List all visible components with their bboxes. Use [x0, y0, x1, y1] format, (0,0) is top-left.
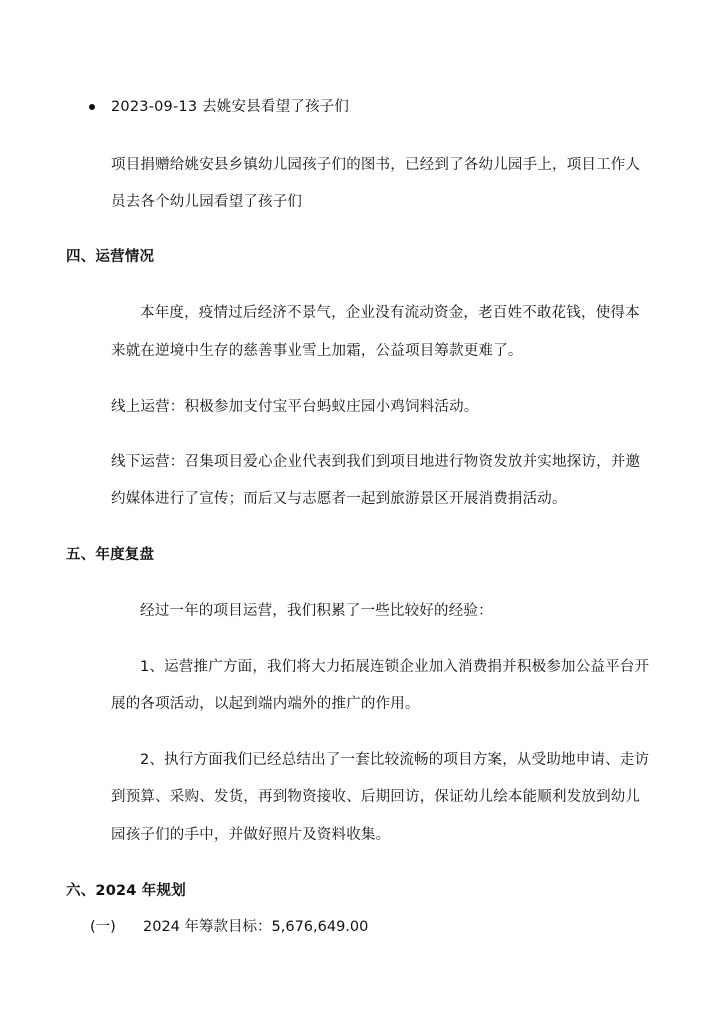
section4-para1-line1: 本年度，疫情过后经济不景气，企业没有流动资金，老百姓不敢花钱，使得本 — [140, 305, 640, 321]
section5-heading: 五、年度复盘 — [66, 547, 155, 563]
section4-para1-line2: 来就在逆境中生存的慈善事业雪上加霜，公益项目筹款更难了。 — [111, 343, 523, 359]
section4-offline-line1: 线下运营：召集项目爱心企业代表到我们到项目地进行物资发放并实地探访，并邀 — [111, 454, 641, 470]
section5-item2-line3: 园孩子们的手中，并做好照片及资料收集。 — [111, 827, 391, 843]
section4-heading: 四、运营情况 — [66, 249, 155, 265]
section5-intro: 经过一年的项目运营，我们积累了一些比较好的经验： — [140, 603, 493, 619]
section4-online: 线上运营：积极参加支付宝平台蚂蚁庄园小鸡饲料活动。 — [111, 399, 479, 415]
section5-item2-line2: 到预算、采购、发货，再到物资接收、后期回访，保证幼儿绘本能顺利发放到幼儿 — [111, 789, 641, 805]
bullet-dot — [89, 104, 95, 110]
section5-item2-line1: 2、执行方面我们已经总结出了一套比较流畅的项目方案，从受助地申请、走访 — [140, 752, 650, 768]
update-entry: 2023-09-13 去姚安县看望了孩子们 — [111, 99, 350, 115]
section6-sub-label: (一) — [90, 919, 116, 935]
section6-fundraising-goal: 2024 年筹款目标：5,676,649.00 — [143, 919, 369, 935]
update-desc-line1: 项目捐赠给姚安县乡镇幼儿园孩子们的图书，已经到了各幼儿园手上，项目工作人 — [111, 157, 641, 173]
section4-offline-line2: 约媒体进行了宣传；而后又与志愿者一起到旅游景区开展消费捐活动。 — [111, 491, 567, 507]
section6-heading: 六、2024 年规划 — [66, 883, 186, 899]
section5-item1-line1: 1、运营推广方面，我们将大力拓展连锁企业加入消费捐并积极参加公益平台开 — [140, 659, 650, 675]
update-desc-line2: 员去各个幼儿园看望了孩子们 — [111, 194, 303, 210]
section5-item1-line2: 展的各项活动，以起到端内端外的推广的作用。 — [111, 696, 420, 712]
